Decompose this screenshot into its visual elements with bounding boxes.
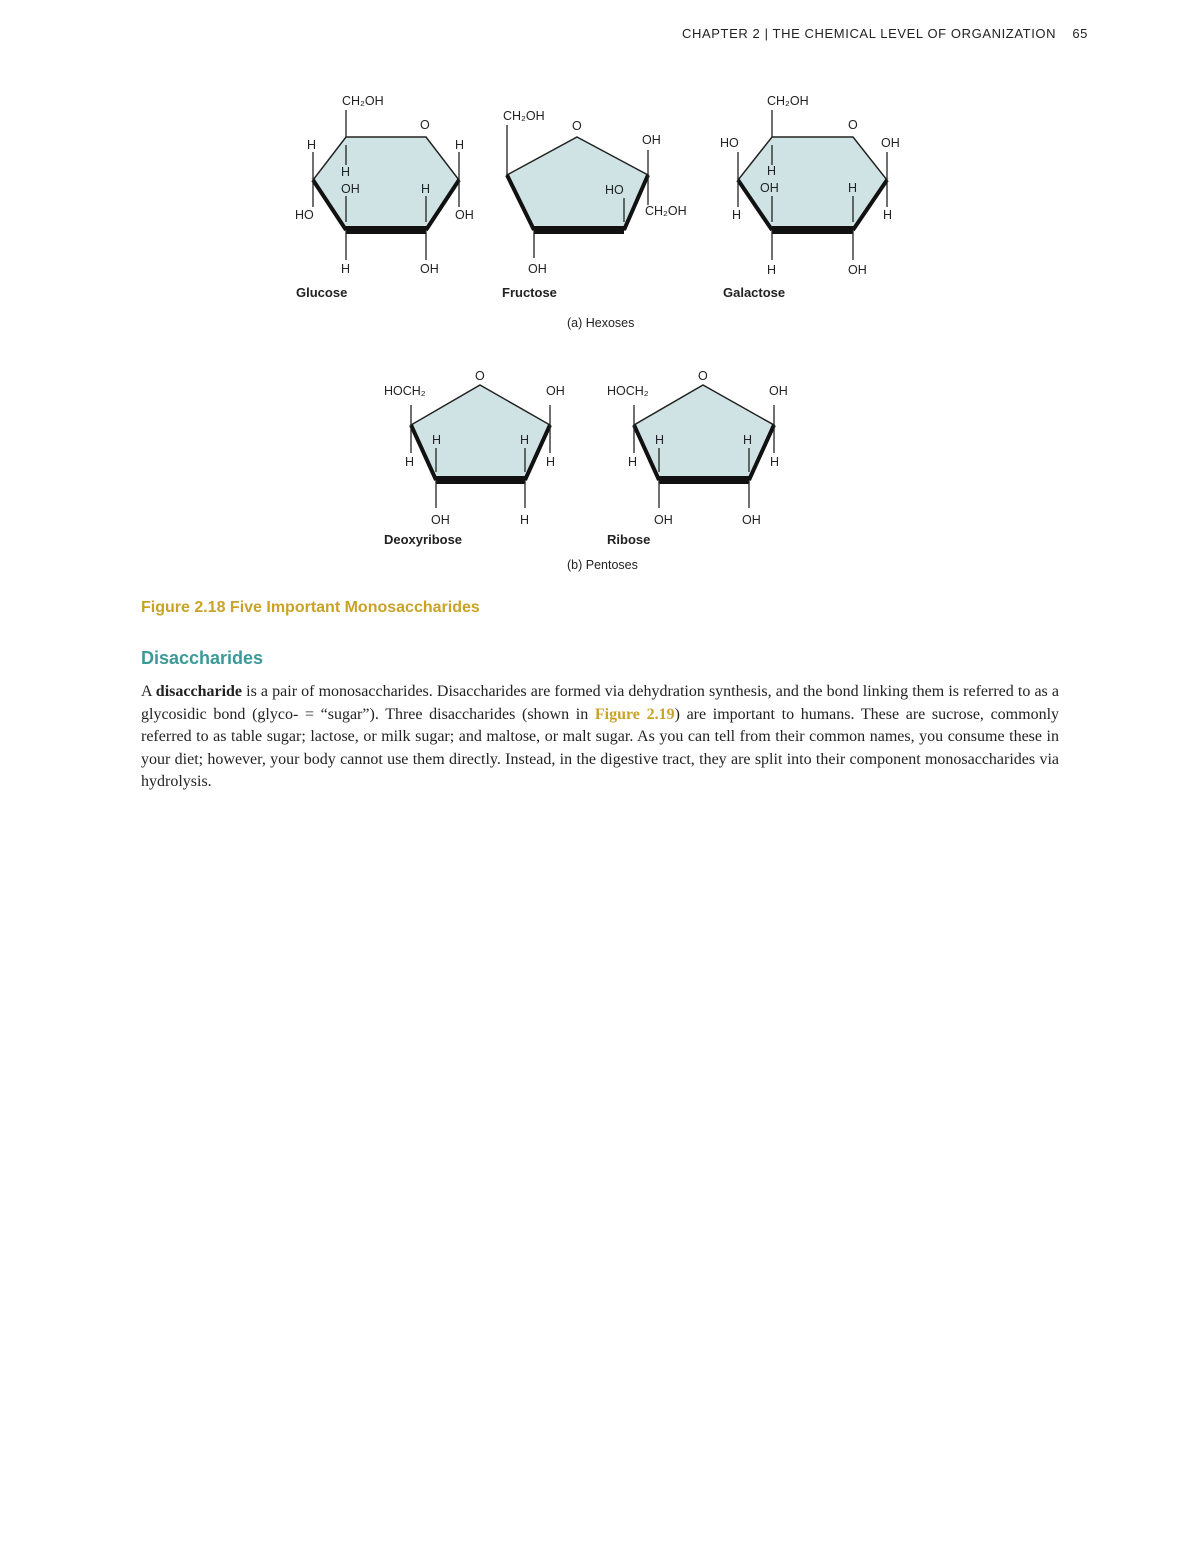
- deoxyribose-hoch2: HOCH₂: [384, 384, 426, 398]
- glucose-bottom-oh: OH: [420, 262, 439, 276]
- ribose-inner-h-right: H: [743, 433, 753, 447]
- para-text-b: is a pair of monosaccharides. Disaccharides are formed via dehydration synthesis, and the bond linking them is referred to as a glycosidic bond (glyco- = “sugar”). Three disaccharides (shown in: [141, 683, 1060, 723]
- pentoses-label: (b) Pentoses: [567, 558, 638, 572]
- glucose-bottom-h: H: [341, 262, 351, 276]
- running-title: CHAPTER 2 | THE CHEMICAL LEVEL OF ORGANIZATION: [682, 26, 1057, 41]
- hexoses-label: (a) Hexoses: [567, 316, 635, 330]
- ribose-bottom-oh: OH: [654, 513, 673, 527]
- glucose-ch2oh: CH₂OH: [342, 94, 384, 108]
- fructose-name: Fructose: [502, 285, 557, 300]
- galactose-inner-oh: OH: [760, 181, 779, 195]
- ribose-oh-right: OH: [769, 384, 788, 398]
- figure-2-19-link[interactable]: Figure 2.19: [594, 705, 675, 723]
- deoxyribose-bottom-h: H: [520, 513, 530, 527]
- glucose-h-right: H: [455, 138, 465, 152]
- fructose-bottom-oh: OH: [528, 262, 547, 276]
- deoxyribose-oh-right: OH: [546, 384, 565, 398]
- glucose-structure: [295, 94, 474, 300]
- galactose-h-right: H: [883, 208, 893, 222]
- galactose-bottom-oh: OH: [848, 263, 867, 277]
- galactose-name: Galactose: [723, 285, 786, 300]
- galactose-ho-left: HO: [720, 136, 739, 150]
- deoxyribose-name: Deoxyribose: [384, 532, 463, 547]
- glucose-ring-o: O: [420, 118, 430, 132]
- galactose-inner-h: H: [767, 164, 777, 178]
- galactose-inner-h2: H: [848, 181, 858, 195]
- para-text-c: ) are important to humans. These are sucrose, commonly referred to as table sugar; lactose, or milk sugar; and maltose, or malt sugar. As you can tell from their common names, you consume these in your diet; however, your body cannot use them directly. Instead, in the digestive tract, they are split into their component monosaccharides via hydrolysis.: [141, 705, 1060, 791]
- ribose-h-left: H: [628, 455, 638, 469]
- ribose-name: Ribose: [607, 532, 651, 547]
- ribose-ring-o: O: [698, 369, 708, 383]
- glucose-name: Glucose: [296, 285, 348, 300]
- ribose-inner-h-left: H: [655, 433, 665, 447]
- term-disaccharide: disaccharide: [155, 683, 243, 700]
- glucose-inner-h: H: [341, 165, 351, 179]
- ribose-hoch2: HOCH₂: [607, 384, 649, 398]
- monosaccharide-structures: [0, 0, 1200, 600]
- deoxyribose-inner-h-left: H: [432, 433, 442, 447]
- deoxyribose-bottom-oh: OH: [431, 513, 450, 527]
- deoxyribose-inner-h-right: H: [520, 433, 530, 447]
- monosaccharide-figure: [0, 0, 1200, 600]
- glucose-oh-right: OH: [455, 208, 474, 222]
- para-text-a: A: [141, 683, 152, 700]
- glucose-inner-h2: H: [421, 182, 431, 196]
- fructose-ch2oh-top: CH₂OH: [503, 109, 545, 123]
- fructose-oh-right: OH: [642, 133, 661, 147]
- deoxyribose-h-left: H: [405, 455, 415, 469]
- fructose-ring-o: O: [572, 119, 582, 133]
- ribose-structure: [607, 369, 788, 547]
- fructose-ch2oh-right: CH₂OH: [645, 204, 687, 218]
- body-paragraph: [141, 681, 1059, 794]
- ribose-h-right: H: [770, 455, 780, 469]
- deoxyribose-h-right: H: [546, 455, 556, 469]
- galactose-h-left: H: [732, 208, 742, 222]
- galactose-ch2oh: CH₂OH: [767, 94, 809, 108]
- deoxyribose-structure: [384, 369, 565, 547]
- galactose-structure: [720, 94, 900, 300]
- ribose-bottom-oh2: OH: [742, 513, 761, 527]
- glucose-h-left: H: [307, 138, 317, 152]
- page-number: 65: [1072, 26, 1088, 41]
- section-heading: Disaccharides: [141, 648, 264, 668]
- deoxyribose-ring-o: O: [475, 369, 485, 383]
- galactose-bottom-h: H: [767, 263, 777, 277]
- galactose-ring-o: O: [848, 118, 858, 132]
- glucose-ho-left: HO: [295, 208, 314, 222]
- glucose-inner-oh: OH: [341, 182, 360, 196]
- figure-caption: Figure 2.18 Five Important Monosaccharides: [141, 599, 480, 616]
- galactose-oh-right: OH: [881, 136, 900, 150]
- fructose-structure: [502, 109, 687, 300]
- fructose-ho-inner: HO: [605, 183, 624, 197]
